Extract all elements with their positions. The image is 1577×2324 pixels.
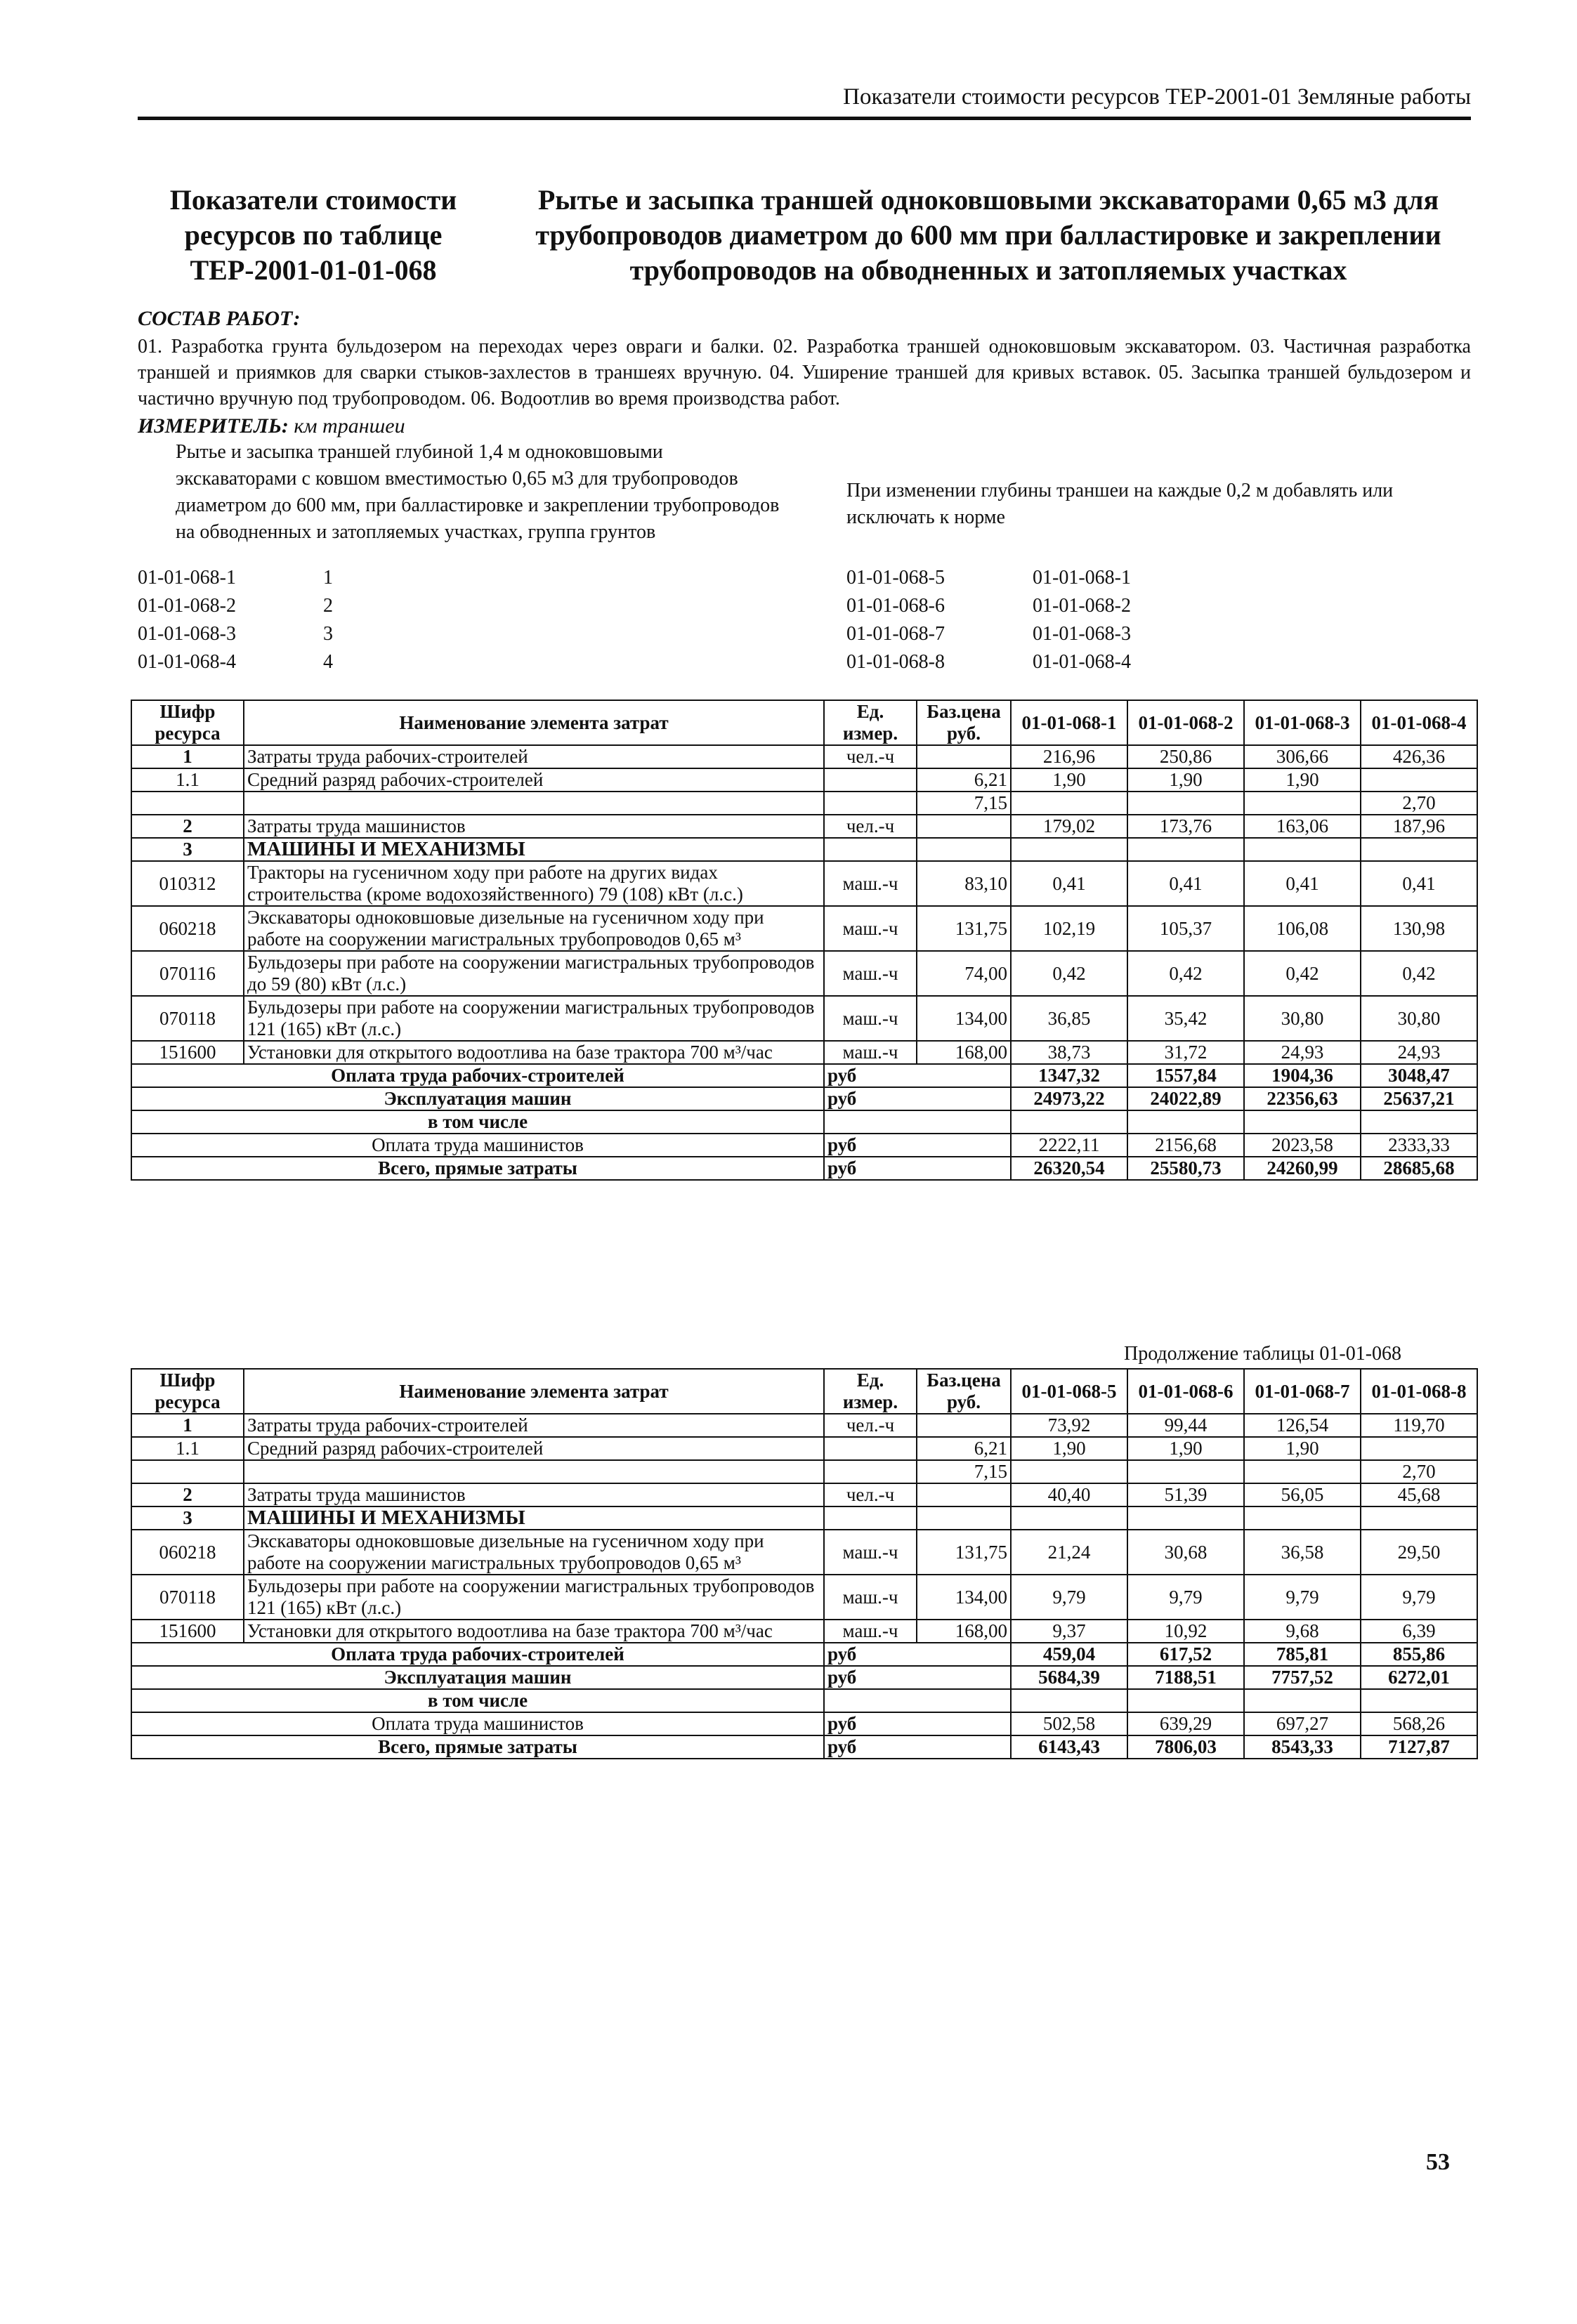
total-unit bbox=[824, 1110, 1011, 1134]
total-value bbox=[1244, 1110, 1361, 1134]
section-heading: МАШИНЫ И МЕХАНИЗМЫ bbox=[244, 1506, 824, 1530]
total-value: 7806,03 bbox=[1127, 1735, 1244, 1759]
value-cell: 99,44 bbox=[1127, 1414, 1244, 1437]
total-value: 2222,11 bbox=[1011, 1134, 1127, 1157]
total-name: Оплата труда рабочих-строителей bbox=[131, 1643, 824, 1666]
value-cell: 73,92 bbox=[1011, 1414, 1127, 1437]
table-row bbox=[131, 906, 1477, 951]
works-composition-text: 01. Разработка грунта бульдозером на переходах через овраги и балки. 02. Разработка траншей одноковшовым экскаватором. 03. Частичная разработка траншей и приямков для сварки стыков-захлестов в траншеях вручную. 04. Уширение траншей для кривых вставок. 05. Засыпка траншей бульдозером и частично вручную под трубопроводом. 06. Водоотлив во время производства работ. bbox=[138, 336, 1471, 409]
value-cell: 1,90 bbox=[1127, 768, 1244, 792]
measurement-unit: км траншеи bbox=[294, 414, 405, 438]
base-price: 7,15 bbox=[917, 792, 1011, 815]
value-cell: 36,58 bbox=[1244, 1530, 1361, 1575]
header-col-3: 01-01-068-7 bbox=[1244, 1369, 1361, 1414]
section-title: Рытье и засыпка траншей одноковшовыми экскаваторами 0,65 м3 для трубопроводов диаметром до 600 мм при балластировке и закреплении трубопроводов на обводненных и затопляемых участках bbox=[535, 184, 1441, 286]
unit-cell: чел.-ч bbox=[824, 815, 917, 838]
value-cell: 30,68 bbox=[1127, 1530, 1244, 1575]
resource-code: 3 bbox=[131, 838, 244, 861]
total-value bbox=[1244, 1689, 1361, 1712]
resource-code: 1 bbox=[131, 1414, 244, 1437]
code-row bbox=[138, 595, 559, 617]
total-value: 1557,84 bbox=[1127, 1064, 1244, 1087]
value-cell bbox=[1127, 1460, 1244, 1483]
value-cell bbox=[1361, 768, 1477, 792]
resource-code: 060218 bbox=[131, 906, 244, 951]
value-cell: 9,79 bbox=[1127, 1575, 1244, 1620]
norm-code: 01-01-068-6 bbox=[846, 595, 945, 617]
value-cell: 0,42 bbox=[1361, 951, 1477, 996]
value-cell: 9,79 bbox=[1361, 1575, 1477, 1620]
cell-price bbox=[917, 838, 1011, 861]
unit-cell bbox=[824, 768, 917, 792]
unit-cell: маш.-ч bbox=[824, 1530, 917, 1575]
header-col-3: 01-01-068-3 bbox=[1244, 700, 1361, 745]
value-cell: 40,40 bbox=[1011, 1483, 1127, 1506]
total-name: Всего, прямые затраты bbox=[131, 1735, 824, 1759]
total-value: 855,86 bbox=[1361, 1643, 1477, 1666]
totals-row bbox=[131, 1735, 1477, 1759]
value-cell: 173,76 bbox=[1127, 815, 1244, 838]
totals-row bbox=[131, 1712, 1477, 1735]
total-name: Эксплуатация машин bbox=[131, 1666, 824, 1689]
cost-element-name: Затраты труда рабочих-строителей bbox=[244, 1414, 824, 1437]
total-value: 2333,33 bbox=[1361, 1134, 1477, 1157]
base-price bbox=[917, 1483, 1011, 1506]
soil-group: 2 bbox=[323, 595, 333, 617]
cost-element-name: Экскаваторы одноковшовые дизельные на гусеничном ходу при работе на сооружении магистральных трубопроводов 0,65 м³ bbox=[244, 1530, 824, 1575]
value-cell: 0,42 bbox=[1244, 951, 1361, 996]
table-row bbox=[131, 792, 1477, 815]
base-price: 74,00 bbox=[917, 951, 1011, 996]
code-row bbox=[846, 567, 1268, 589]
total-value: 3048,47 bbox=[1361, 1064, 1477, 1087]
value-cell: 2,70 bbox=[1361, 792, 1477, 815]
code-row bbox=[138, 567, 559, 589]
resource-code: 060218 bbox=[131, 1530, 244, 1575]
unit-cell: чел.-ч bbox=[824, 1483, 917, 1506]
table-reference-title: Показатели стоимости ресурсов по таблице ТЕР-2001-01-01-068 bbox=[169, 184, 457, 286]
cost-element-name bbox=[244, 792, 824, 815]
value-cell: 216,96 bbox=[1011, 745, 1127, 768]
value-cell: 9,79 bbox=[1244, 1575, 1361, 1620]
norm-code: 01-01-068-2 bbox=[138, 595, 236, 617]
code-row bbox=[846, 595, 1268, 617]
table-row bbox=[131, 1414, 1477, 1437]
total-value bbox=[1127, 1110, 1244, 1134]
header-name: Наименование элемента затрат bbox=[244, 700, 824, 745]
measurement-unit-label bbox=[138, 414, 405, 438]
value-cell: 105,37 bbox=[1127, 906, 1244, 951]
totals-row bbox=[131, 1157, 1477, 1180]
base-price: 6,21 bbox=[917, 1437, 1011, 1460]
total-value: 25637,21 bbox=[1361, 1087, 1477, 1110]
base-price bbox=[917, 1414, 1011, 1437]
base-price: 7,15 bbox=[917, 1460, 1011, 1483]
table-row bbox=[131, 996, 1477, 1041]
value-cell bbox=[1127, 1506, 1244, 1530]
cost-element-name: Затраты труда машинистов bbox=[244, 815, 824, 838]
value-cell: 102,19 bbox=[1011, 906, 1127, 951]
cost-element-name: Средний разряд рабочих-строителей bbox=[244, 768, 824, 792]
cost-element-name: Установки для открытого водоотлива на базе трактора 700 м³/час bbox=[244, 1620, 824, 1643]
code-row bbox=[138, 651, 559, 674]
table-row bbox=[131, 861, 1477, 906]
value-cell: 179,02 bbox=[1011, 815, 1127, 838]
cost-element-name: Экскаваторы одноковшовые дизельные на гусеничном ходу при работе на сооружении магистральных трубопроводов 0,65 м³ bbox=[244, 906, 824, 951]
total-value: 1347,32 bbox=[1011, 1064, 1127, 1087]
value-cell: 119,70 bbox=[1361, 1414, 1477, 1437]
base-price: 131,75 bbox=[917, 906, 1011, 951]
value-cell bbox=[1244, 1506, 1361, 1530]
unit-cell: маш.-ч bbox=[824, 996, 917, 1041]
value-cell: 106,08 bbox=[1244, 906, 1361, 951]
unit-cell: чел.-ч bbox=[824, 745, 917, 768]
header-col-1: 01-01-068-1 bbox=[1011, 700, 1127, 745]
base-price: 131,75 bbox=[917, 1530, 1011, 1575]
resource-code bbox=[131, 792, 244, 815]
total-value: 6272,01 bbox=[1361, 1666, 1477, 1689]
unit-cell: маш.-ч bbox=[824, 951, 917, 996]
value-cell: 51,39 bbox=[1127, 1483, 1244, 1506]
header-code: Шифр ресурса bbox=[131, 700, 244, 745]
table-row bbox=[131, 768, 1477, 792]
value-cell: 1,90 bbox=[1011, 768, 1127, 792]
total-value: 6143,43 bbox=[1011, 1735, 1127, 1759]
reference-code: 01-01-068-1 bbox=[1033, 567, 1131, 589]
table-row bbox=[131, 1041, 1477, 1064]
table-row bbox=[131, 1437, 1477, 1460]
norm-code: 01-01-068-4 bbox=[138, 651, 236, 673]
code-row bbox=[846, 651, 1268, 674]
table-row bbox=[131, 1460, 1477, 1483]
resource-code: 2 bbox=[131, 1483, 244, 1506]
value-cell: 21,24 bbox=[1011, 1530, 1127, 1575]
total-value: 7188,51 bbox=[1127, 1666, 1244, 1689]
base-price bbox=[917, 745, 1011, 768]
depth-adjustment-note: При изменении глубины траншеи на каждые 0,2 м добавлять или исключать к норме bbox=[846, 480, 1394, 528]
running-head: Показатели стоимости ресурсов ТЕР-2001-01 Земляные работы bbox=[843, 84, 1471, 110]
soil-group: 1 bbox=[323, 567, 333, 589]
total-value bbox=[1361, 1689, 1477, 1712]
value-cell: 35,42 bbox=[1127, 996, 1244, 1041]
header-unit: Ед. измер. bbox=[824, 700, 917, 745]
value-cell: 0,41 bbox=[1127, 861, 1244, 906]
total-value: 459,04 bbox=[1011, 1643, 1127, 1666]
total-value: 2156,68 bbox=[1127, 1134, 1244, 1157]
code-row bbox=[138, 623, 559, 645]
total-value: 22356,63 bbox=[1244, 1087, 1361, 1110]
value-cell: 38,73 bbox=[1011, 1041, 1127, 1064]
value-cell: 9,68 bbox=[1244, 1620, 1361, 1643]
table-row bbox=[131, 1620, 1477, 1643]
totals-row bbox=[131, 1666, 1477, 1689]
value-cell: 24,93 bbox=[1361, 1041, 1477, 1064]
total-value bbox=[1011, 1689, 1127, 1712]
value-cell: 30,80 bbox=[1244, 996, 1361, 1041]
total-name: Эксплуатация машин bbox=[131, 1087, 824, 1110]
value-cell: 0,42 bbox=[1011, 951, 1127, 996]
totals-row bbox=[131, 1134, 1477, 1157]
header-price: Баз.цена руб. bbox=[917, 700, 1011, 745]
total-value bbox=[1011, 1110, 1127, 1134]
value-cell: 0,41 bbox=[1011, 861, 1127, 906]
table-row bbox=[131, 1483, 1477, 1506]
totals-row bbox=[131, 1689, 1477, 1712]
norm-code: 01-01-068-5 bbox=[846, 567, 945, 589]
value-cell: 36,85 bbox=[1011, 996, 1127, 1041]
total-unit: руб bbox=[824, 1134, 1011, 1157]
norm-code: 01-01-068-7 bbox=[846, 623, 945, 645]
total-value: 7127,87 bbox=[1361, 1735, 1477, 1759]
unit-cell bbox=[824, 1460, 917, 1483]
value-cell: 1,90 bbox=[1011, 1437, 1127, 1460]
value-cell bbox=[1361, 1437, 1477, 1460]
value-cell: 1,90 bbox=[1244, 1437, 1361, 1460]
resource-code: 3 bbox=[131, 1506, 244, 1530]
resource-code: 070116 bbox=[131, 951, 244, 996]
total-value: 24260,99 bbox=[1244, 1157, 1361, 1180]
total-unit: руб bbox=[824, 1087, 1011, 1110]
page-number: 53 bbox=[1426, 2149, 1450, 2175]
total-unit: руб bbox=[824, 1157, 1011, 1180]
value-cell: 126,54 bbox=[1244, 1414, 1361, 1437]
value-cell: 187,96 bbox=[1361, 815, 1477, 838]
norm-description: Рытье и засыпка траншей глубиной 1,4 м одноковшовыми экскаваторами с ковшом вместимостью 0,65 м3 для трубопроводов диаметром до 600 мм, при балластировке и закреплении трубопроводов на обводненных и затопляемых участках, группа грунтов bbox=[176, 441, 780, 543]
cost-table-1 bbox=[131, 700, 1478, 1181]
total-unit bbox=[824, 1689, 1011, 1712]
header-name: Наименование элемента затрат bbox=[244, 1369, 824, 1414]
continuation-label: Продолжение таблицы 01-01-068 bbox=[1124, 1343, 1402, 1365]
value-cell bbox=[1244, 792, 1361, 815]
value-cell bbox=[1011, 1506, 1127, 1530]
resource-code: 1.1 bbox=[131, 1437, 244, 1460]
total-value: 28685,68 bbox=[1361, 1157, 1477, 1180]
soil-group: 4 bbox=[323, 651, 333, 673]
resource-code: 010312 bbox=[131, 861, 244, 906]
value-cell bbox=[1361, 838, 1477, 861]
total-value: 7757,52 bbox=[1244, 1666, 1361, 1689]
header-col-1: 01-01-068-5 bbox=[1011, 1369, 1127, 1414]
resource-code: 1 bbox=[131, 745, 244, 768]
unit-cell: маш.-ч bbox=[824, 1575, 917, 1620]
header-code: Шифр ресурса bbox=[131, 1369, 244, 1414]
totals-row bbox=[131, 1643, 1477, 1666]
cost-element-name: Установки для открытого водоотлива на базе трактора 700 м³/час bbox=[244, 1041, 824, 1064]
cell-price bbox=[917, 1506, 1011, 1530]
table-row bbox=[131, 951, 1477, 996]
unit-cell: маш.-ч bbox=[824, 1620, 917, 1643]
table-header-row bbox=[131, 700, 1477, 745]
header-price: Баз.цена руб. bbox=[917, 1369, 1011, 1414]
value-cell bbox=[1244, 1460, 1361, 1483]
value-cell: 0,41 bbox=[1244, 861, 1361, 906]
total-value: 697,27 bbox=[1244, 1712, 1361, 1735]
value-cell: 56,05 bbox=[1244, 1483, 1361, 1506]
total-name: Оплата труда рабочих-строителей bbox=[131, 1064, 824, 1087]
value-cell bbox=[1127, 838, 1244, 861]
value-cell: 29,50 bbox=[1361, 1530, 1477, 1575]
table-row bbox=[131, 1575, 1477, 1620]
measurement-label: ИЗМЕРИТЕЛЬ: bbox=[138, 414, 289, 438]
base-price: 168,00 bbox=[917, 1620, 1011, 1643]
norm-code: 01-01-068-1 bbox=[138, 567, 236, 589]
total-value bbox=[1361, 1110, 1477, 1134]
value-cell: 9,37 bbox=[1011, 1620, 1127, 1643]
value-cell: 30,80 bbox=[1361, 996, 1477, 1041]
table-row bbox=[131, 838, 1477, 861]
header-col-4: 01-01-068-8 bbox=[1361, 1369, 1477, 1414]
total-name: Всего, прямые затраты bbox=[131, 1157, 824, 1180]
value-cell: 45,68 bbox=[1361, 1483, 1477, 1506]
resource-code: 151600 bbox=[131, 1041, 244, 1064]
section-heading: МАШИНЫ И МЕХАНИЗМЫ bbox=[244, 838, 824, 861]
total-name: Оплата труда машинистов bbox=[131, 1712, 824, 1735]
code-row bbox=[846, 623, 1268, 645]
cost-table-2 bbox=[131, 1368, 1478, 1759]
header-col-2: 01-01-068-6 bbox=[1127, 1369, 1244, 1414]
total-unit: руб bbox=[824, 1666, 1011, 1689]
reference-code: 01-01-068-2 bbox=[1033, 595, 1131, 617]
value-cell bbox=[1127, 792, 1244, 815]
total-name: в том числе bbox=[131, 1110, 824, 1134]
cost-element-name: Бульдозеры при работе на сооружении магистральных трубопроводов 121 (165) кВт (л.с.) bbox=[244, 1575, 824, 1620]
total-value: 25580,73 bbox=[1127, 1157, 1244, 1180]
cost-element-name: Тракторы на гусеничном ходу при работе на других видах строительства (кроме водохозяйственного) 79 (108) кВт (л.с.) bbox=[244, 861, 824, 906]
value-cell: 130,98 bbox=[1361, 906, 1477, 951]
value-cell bbox=[1244, 838, 1361, 861]
header-rule bbox=[138, 117, 1471, 120]
total-value: 8543,33 bbox=[1244, 1735, 1361, 1759]
value-cell: 31,72 bbox=[1127, 1041, 1244, 1064]
header-col-4: 01-01-068-4 bbox=[1361, 700, 1477, 745]
total-unit: руб bbox=[824, 1735, 1011, 1759]
total-value: 568,26 bbox=[1361, 1712, 1477, 1735]
value-cell: 10,92 bbox=[1127, 1620, 1244, 1643]
cost-element-name: Затраты труда рабочих-строителей bbox=[244, 745, 824, 768]
total-value: 2023,58 bbox=[1244, 1134, 1361, 1157]
value-cell: 1,90 bbox=[1127, 1437, 1244, 1460]
table-row bbox=[131, 1530, 1477, 1575]
norm-code: 01-01-068-3 bbox=[138, 623, 236, 645]
value-cell bbox=[1011, 792, 1127, 815]
unit-cell: маш.-ч bbox=[824, 906, 917, 951]
table-row bbox=[131, 815, 1477, 838]
soil-group: 3 bbox=[323, 623, 333, 645]
works-composition-label: СОСТАВ РАБОТ: bbox=[138, 307, 301, 330]
totals-row bbox=[131, 1110, 1477, 1134]
value-cell: 24,93 bbox=[1244, 1041, 1361, 1064]
value-cell: 163,06 bbox=[1244, 815, 1361, 838]
total-value: 26320,54 bbox=[1011, 1157, 1127, 1180]
base-price: 168,00 bbox=[917, 1041, 1011, 1064]
resource-code bbox=[131, 1460, 244, 1483]
base-price: 83,10 bbox=[917, 861, 1011, 906]
total-unit: руб bbox=[824, 1643, 1011, 1666]
value-cell: 0,42 bbox=[1127, 951, 1244, 996]
total-value: 617,52 bbox=[1127, 1643, 1244, 1666]
total-value: 24973,22 bbox=[1011, 1087, 1127, 1110]
unit-cell: маш.-ч bbox=[824, 861, 917, 906]
totals-row bbox=[131, 1064, 1477, 1087]
total-name: в том числе bbox=[131, 1689, 824, 1712]
unit-cell bbox=[824, 1437, 917, 1460]
reference-code: 01-01-068-3 bbox=[1033, 623, 1131, 645]
total-value: 639,29 bbox=[1127, 1712, 1244, 1735]
norm-code: 01-01-068-8 bbox=[846, 651, 945, 673]
total-unit: руб bbox=[824, 1064, 1011, 1087]
total-value: 24022,89 bbox=[1127, 1087, 1244, 1110]
value-cell bbox=[1011, 838, 1127, 861]
total-value: 1904,36 bbox=[1244, 1064, 1361, 1087]
header-unit: Ед. измер. bbox=[824, 1369, 917, 1414]
total-value: 785,81 bbox=[1244, 1643, 1361, 1666]
resource-code: 2 bbox=[131, 815, 244, 838]
cost-element-name bbox=[244, 1460, 824, 1483]
base-price: 134,00 bbox=[917, 996, 1011, 1041]
resource-code: 070118 bbox=[131, 1575, 244, 1620]
cost-element-name: Бульдозеры при работе на сооружении магистральных трубопроводов до 59 (80) кВт (л.с.) bbox=[244, 951, 824, 996]
reference-code: 01-01-068-4 bbox=[1033, 651, 1131, 673]
cost-element-name: Средний разряд рабочих-строителей bbox=[244, 1437, 824, 1460]
value-cell: 250,86 bbox=[1127, 745, 1244, 768]
table-row bbox=[131, 745, 1477, 768]
value-cell: 2,70 bbox=[1361, 1460, 1477, 1483]
table-header-row bbox=[131, 1369, 1477, 1414]
total-name: Оплата труда машинистов bbox=[131, 1134, 824, 1157]
resource-code: 070118 bbox=[131, 996, 244, 1041]
unit-cell bbox=[824, 792, 917, 815]
total-unit: руб bbox=[824, 1712, 1011, 1735]
cell-unit bbox=[824, 1506, 917, 1530]
value-cell bbox=[1011, 1460, 1127, 1483]
value-cell: 0,41 bbox=[1361, 861, 1477, 906]
base-price: 6,21 bbox=[917, 768, 1011, 792]
value-cell: 6,39 bbox=[1361, 1620, 1477, 1643]
header-col-2: 01-01-068-2 bbox=[1127, 700, 1244, 745]
unit-cell: маш.-ч bbox=[824, 1041, 917, 1064]
value-cell: 306,66 bbox=[1244, 745, 1361, 768]
unit-cell: чел.-ч bbox=[824, 1414, 917, 1437]
cost-element-name: Затраты труда машинистов bbox=[244, 1483, 824, 1506]
totals-row bbox=[131, 1087, 1477, 1110]
resource-code: 151600 bbox=[131, 1620, 244, 1643]
value-cell: 426,36 bbox=[1361, 745, 1477, 768]
base-price: 134,00 bbox=[917, 1575, 1011, 1620]
base-price bbox=[917, 815, 1011, 838]
total-value bbox=[1127, 1689, 1244, 1712]
total-value: 5684,39 bbox=[1011, 1666, 1127, 1689]
resource-code: 1.1 bbox=[131, 768, 244, 792]
table-row bbox=[131, 1506, 1477, 1530]
cost-element-name: Бульдозеры при работе на сооружении магистральных трубопроводов 121 (165) кВт (л.с.) bbox=[244, 996, 824, 1041]
value-cell: 1,90 bbox=[1244, 768, 1361, 792]
value-cell bbox=[1361, 1506, 1477, 1530]
total-value: 502,58 bbox=[1011, 1712, 1127, 1735]
cell-unit bbox=[824, 838, 917, 861]
value-cell: 9,79 bbox=[1011, 1575, 1127, 1620]
